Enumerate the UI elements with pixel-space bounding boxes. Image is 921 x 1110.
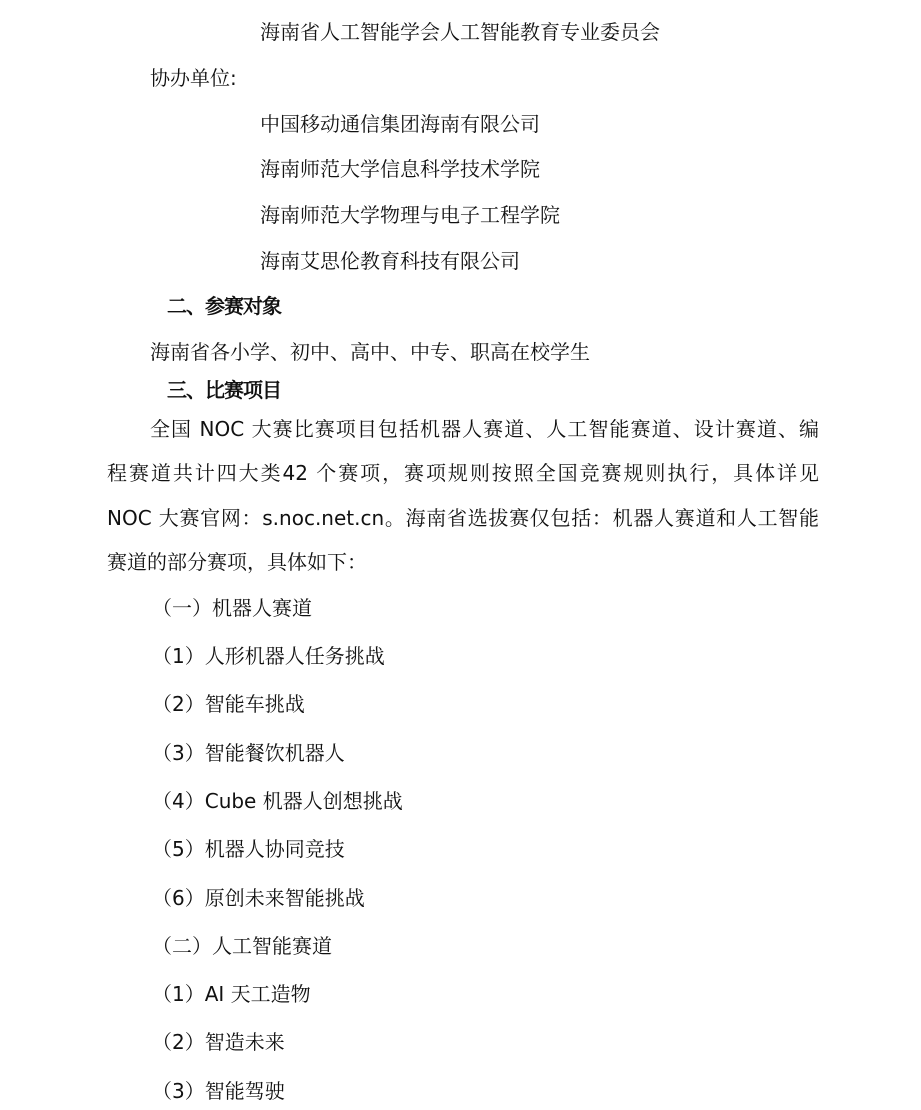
section-heading-competition-items: 三、比赛项目 xyxy=(167,378,281,402)
co-organizer-item: 海南艾思伦教育科技有限公司 xyxy=(260,249,520,273)
track-item: （3）智能驾驶 xyxy=(152,1079,285,1103)
section-heading-participants: 二、参赛对象 xyxy=(167,294,281,318)
track-title-robotics: （一）机器人赛道 xyxy=(152,596,312,620)
paragraph-line: 程赛道共计四大类42 个赛项，赛项规则按照全国竞赛规则执行，具体详见 xyxy=(107,461,819,485)
track-item: （4）Cube 机器人创想挑战 xyxy=(152,789,403,813)
co-organizer-item: 中国移动通信集团海南有限公司 xyxy=(260,112,540,136)
track-item: （5）机器人协同竞技 xyxy=(152,837,345,861)
organizer-name: 海南省人工智能学会人工智能教育专业委员会 xyxy=(260,20,660,44)
track-item: （1）人形机器人任务挑战 xyxy=(152,644,385,668)
participants-text: 海南省各小学、初中、高中、中专、职高在校学生 xyxy=(150,340,590,364)
paragraph-line: 全国 NOC 大赛比赛项目包括机器人赛道、人工智能赛道、设计赛道、编 xyxy=(150,417,819,441)
paragraph-line: NOC 大赛官网：s.noc.net.cn。海南省选拔赛仅包括：机器人赛道和人工智能 xyxy=(107,506,819,530)
track-item: （6）原创未来智能挑战 xyxy=(152,886,365,910)
paragraph-line: 赛道的部分赛项，具体如下： xyxy=(107,550,367,574)
co-organizer-item: 海南师范大学信息科学技术学院 xyxy=(260,157,540,181)
track-title-ai: （二）人工智能赛道 xyxy=(152,934,332,958)
track-item: （3）智能餐饮机器人 xyxy=(152,741,345,765)
track-item: （1）AI 天工造物 xyxy=(152,982,311,1006)
track-item: （2）智能车挑战 xyxy=(152,692,305,716)
track-item: （2）智造未来 xyxy=(152,1030,285,1054)
co-organizers-label: 协办单位: xyxy=(150,66,237,90)
co-organizer-item: 海南师范大学物理与电子工程学院 xyxy=(260,203,560,227)
